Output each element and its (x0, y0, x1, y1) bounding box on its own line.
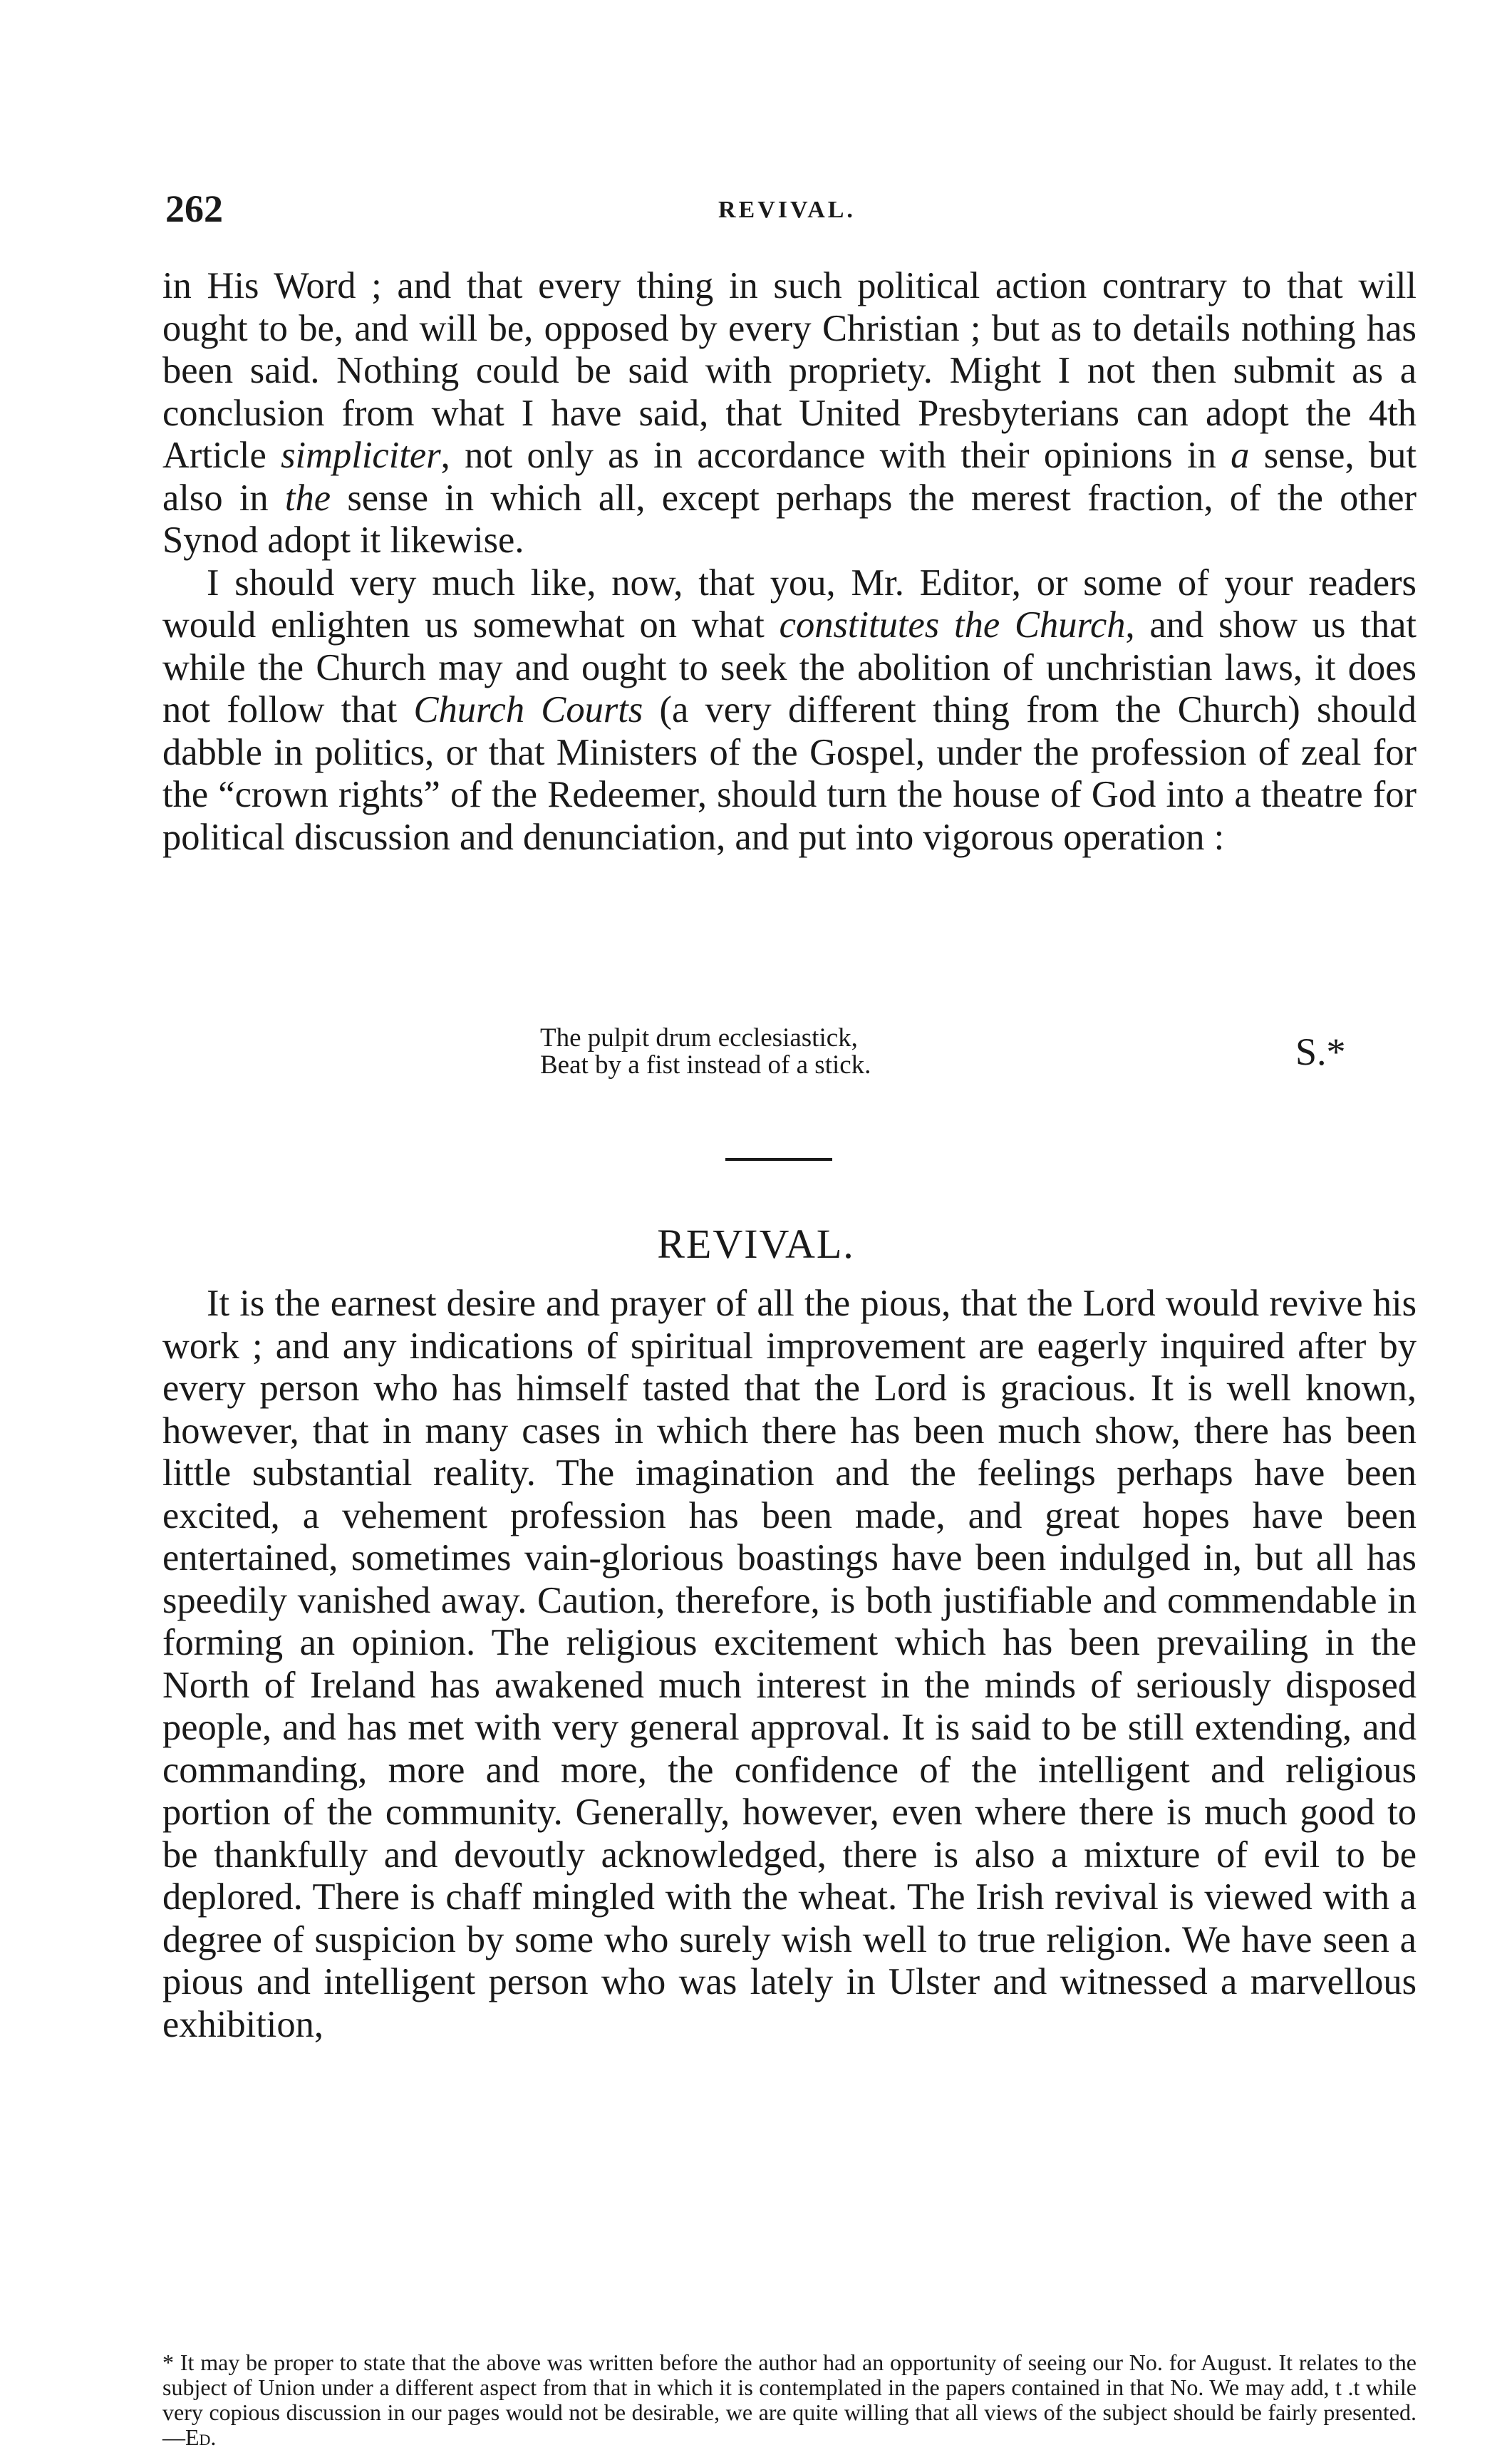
continuation-text (162, 265, 1417, 859)
revival-paragraph: It is the earnest desire and prayer of all the pious, that the Lord would revive his work ; and any indications of spiritual improvement are eagerly inquired after by every person who has himself tasted that the Lord is gracious. It is well known, however, that in many cases in which there has been much show, there has been little substantial reality. The imagination and the feelings perhaps have been excited, a vehement profession has been made, and great hopes have been entertained, sometimes vain-glorious boastings have been indulged in, but all has speedily vanished away. Caution, therefore, is both justifiable and commendable in forming an opinion. The religious excitement which has been prevailing in the North of Ireland has awakened much interest in the minds of seriously disposed people, and has met with very general approval. It is said to be still extending, and commanding, more and more, the confidence of the intelligent and religious portion of the community. Generally, however, even where there is much good to be thankfully and devoutly acknowledged, there is also a mixture of evil to be deplored. There is chaff mingled with the wheat. The Irish revival is viewed with a degree of suspicion by some who surely wish well to true religion. We have seen a pious and intelligent person who was lately in Ulster and witnessed a marvellous exhibition, (162, 1283, 1417, 2045)
text-run: , and show us that while the Church may and ought to seek the abolition of unchristian laws, it does not follow that (162, 604, 1417, 730)
revival-text (162, 1283, 1417, 2046)
text-run: sense in which all, except perhaps the merest fraction, of the other Synod adopt it likewise. (162, 477, 1417, 561)
footnote-text: * It may be proper to state that the above was written before the author had an opportunity of seeing our No. for August. It relates to the subject of Union under a different aspect from that in which it is contemplated in the papers contained in that No. We may add, t .t while very copious discussion in our pages would not be desirable, we are quite willing that all views of the subject should be fairly presented.— (162, 2350, 1417, 2450)
text-run: (a very different thing from the Church) should dabble in politics, or that Ministers of the Gospel, under the profession of zeal for the “crown rights” of the Redeemer, should turn the house of God into a theatre for political discussion and denunciation, and put into vigorous operation : (162, 689, 1417, 858)
quote-lines (540, 1025, 871, 1079)
italic-run: Church Courts (413, 689, 643, 730)
text-run: sense, but also in (162, 435, 1417, 519)
page-number: 262 (165, 187, 223, 230)
editor-request-paragraph (162, 562, 1417, 859)
italic-run: simpliciter (281, 435, 441, 476)
italic-run: the (284, 477, 331, 519)
author-signature: S.* (1295, 1030, 1346, 1073)
text-run: in His Word ; and that every thing in such political action contrary to that will ought to be, and will be, opposed by every Christian ; but as to details nothing has been said. Nothing could be said with propriety. Might I not then submit as a conclusion from what I have said, that United Presbyterians can adopt the 4th Article (162, 265, 1417, 476)
section-heading: REVIVAL. (657, 1221, 855, 1267)
quote-line: Beat by a fist instead of a stick. (540, 1050, 871, 1080)
text-run: , not only as in accordance with their opinions in (440, 435, 1231, 476)
section-divider (725, 1158, 832, 1161)
verse-quote (540, 1025, 1395, 1089)
running-head (165, 187, 1411, 237)
continuation-paragraph (162, 265, 1417, 562)
footnote (162, 2350, 1417, 2450)
running-title: REVIVAL. (718, 197, 856, 223)
footnote-signoff: Ed. (185, 2424, 217, 2450)
quote-line: The pulpit drum ecclesiastick, (540, 1023, 858, 1053)
text-run: I should very much like, now, that you, Mr. Editor, or some of your readers would enlighten us somewhat on what (162, 562, 1417, 646)
italic-run: a (1231, 435, 1250, 476)
italic-run: constitutes the Church (779, 604, 1126, 646)
